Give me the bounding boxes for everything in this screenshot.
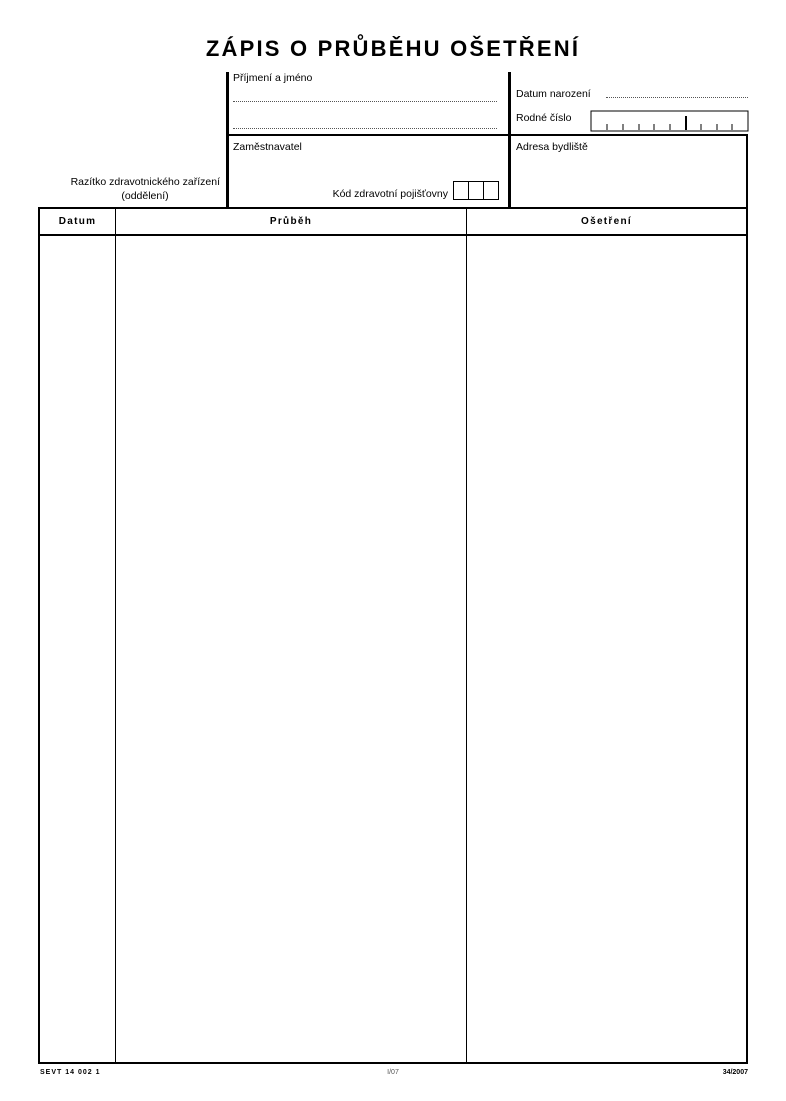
surname-name-field[interactable] [233,101,497,102]
column-header-datum: Datum [58,216,97,227]
birth-date-field[interactable] [606,97,748,98]
footer-form-code: SEVT 14 002 1 [40,1069,101,1076]
birth-date-label: Datum narození [516,88,591,100]
footer-year-code: 34/2007 [722,1069,748,1076]
stamp-label-line2: (oddělení) [121,190,169,202]
prubeh-column-area[interactable] [116,236,466,1062]
header-divider-middle [508,72,511,208]
column-header-osetreni: Ošetření [581,216,632,227]
page-title: ZÁPIS O PRŮBĚHU OŠETŘENÍ [205,36,581,61]
header-divider-right [746,136,748,208]
record-table [38,207,748,1064]
surname-name-label: Příjmení a jméno [233,72,313,84]
datum-column-area[interactable] [40,236,115,1062]
birth-number-field[interactable] [590,110,749,132]
header-row-divider [226,134,748,136]
column-header-prubeh: Průběh [269,216,313,227]
insurance-code-field[interactable] [453,181,499,201]
footer-version: I/07 [387,1069,399,1076]
osetreni-column-area[interactable] [467,236,746,1062]
address-label: Adresa bydliště [516,141,588,153]
stamp-label-line1: Razítko zdravotnického zařízení [70,176,220,188]
surname-name-field-2[interactable] [233,128,497,129]
birth-number-label: Rodné číslo [516,112,572,124]
employer-label: Zaměstnavatel [233,141,302,153]
header-divider-left [226,72,229,208]
insurance-code-label: Kód zdravotní pojišťovny [332,188,448,200]
